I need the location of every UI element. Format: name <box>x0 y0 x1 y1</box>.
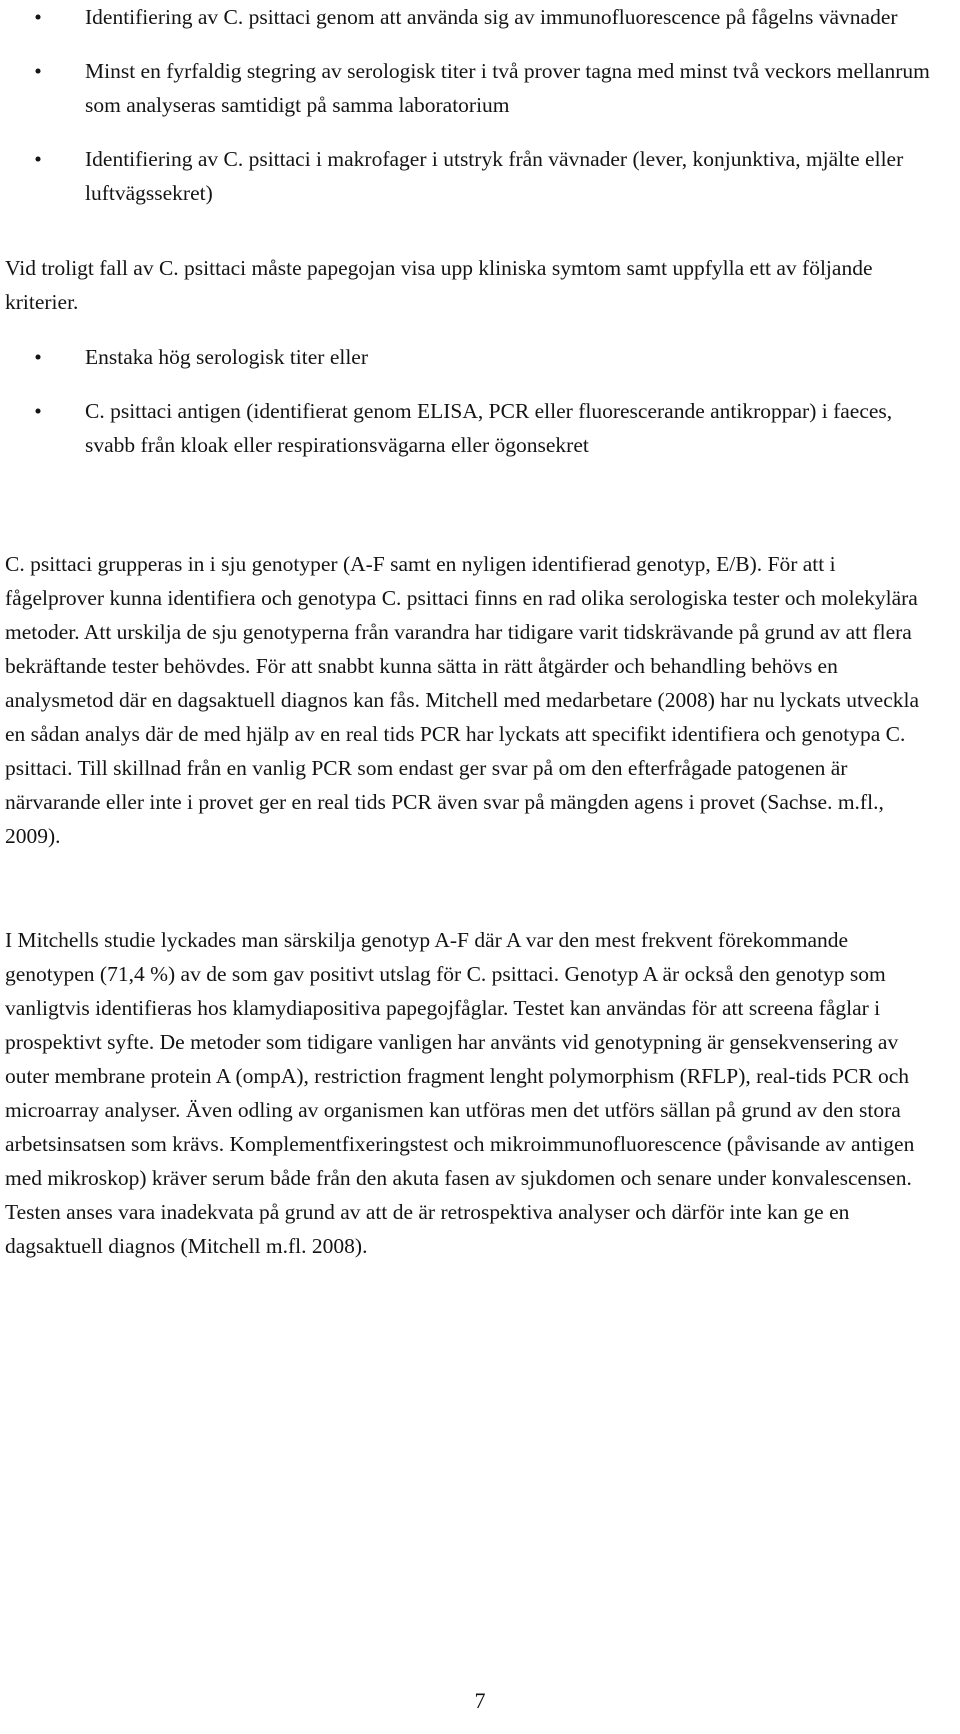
list-item <box>0 340 930 374</box>
bullet-icon: • <box>34 399 42 423</box>
bullet-icon: • <box>34 59 42 83</box>
bullet-icon: • <box>34 5 42 29</box>
list-item <box>0 0 930 34</box>
list-item <box>0 394 930 462</box>
mitchell-study-paragraph: I Mitchells studie lyckades man särskilja genotyp A-F där A var den mest frekvent förekommande genotypen (71,4 %) av de som gav positivt utslag för C. psittaci. Genotyp A är också den genotyp som vanligtvis identifieras hos klamydiapositiva papegojfåglar. Testet kan användas för att screena fåglar i prospektivt syfte. De metoder som tidigare vanligen har använts vid genotypning är gensekvensering av outer membrane protein A (ompA), restriction fragment lenght polymorphism (RFLP), real-tids PCR och microarray analyser. Även odling av organismen kan utföras men det utförs sällan på grund av den stora arbetsinsatsen som krävs. Komplementfixeringstest och mikroimmunofluorescence (påvisande av antigen med mikroskop) kräver serum både från den akuta fasen av sjukdomen och senare under konvalescensen. Testen anses vara inadekvata på grund av att de är retrospektiva analyser och därför inte kan ge en dagsaktuell diagnos (Mitchell m.fl. 2008). <box>5 928 915 1258</box>
bullet-icon: • <box>34 147 42 171</box>
page-number: 7 <box>474 1688 486 1713</box>
bullet-icon: • <box>34 345 42 369</box>
probable-case-paragraph: Vid troligt fall av C. psittaci måste papegojan visa upp kliniska symtom samt uppfylla ett av följande kriterier. <box>5 256 873 314</box>
list-item-text: C. psittaci antigen (identifierat genom ELISA, PCR eller fluorescerande antikroppar) i faeces, svabb från kloak eller respirationsvägarna eller ögonsekret <box>85 399 893 457</box>
genotypes-paragraph: C. psittaci grupperas in i sju genotyper (A-F samt en nyligen identifierad genotyp, E/B). För att i fågelprover kunna identifiera och genotypa C. psittaci finns en rad olika serologiska tester och molekylära metoder. Att urskilja de sju genotyperna från varandra har tidigare varit tidskrävande på grund av att flera bekräftande tester behövdes. För att snabbt kunna sätta in rätt åtgärder och behandling behövs en analysmetod där en dagsaktuell diagnos kan fås. Mitchell med medarbetare (2008) har nu lyckats utveckla en sådan analys där de med hjälp av en real tids PCR har lyckats att specifikt identifiera och genotypa C. psittaci. Till skillnad från en vanlig PCR som endast ger svar på om den efterfrågade patogenen är närvarande eller inte i provet ger en real tids PCR även svar på mängden agens i provet (Sachse. m.fl., 2009). <box>5 552 920 848</box>
list-item-text: Enstaka hög serologisk titer eller <box>85 345 369 369</box>
list-item <box>0 142 930 210</box>
identification-criteria-list <box>0 0 930 210</box>
list-item-text: Identifiering av C. psittaci genom att använda sig av immunofluorescence på fågelns vävnader <box>85 5 898 29</box>
list-item-text: Identifiering av C. psittaci i makrofager i utstryk från vävnader (lever, konjunktiva, mjälte eller luftvägssekret) <box>85 147 904 205</box>
list-item-text: Minst en fyrfaldig stegring av serologisk titer i två prover tagna med minst två veckors mellanrum som analyseras samtidigt på samma laboratorium <box>85 59 930 117</box>
probable-criteria-list <box>0 340 930 462</box>
list-item <box>0 54 930 122</box>
